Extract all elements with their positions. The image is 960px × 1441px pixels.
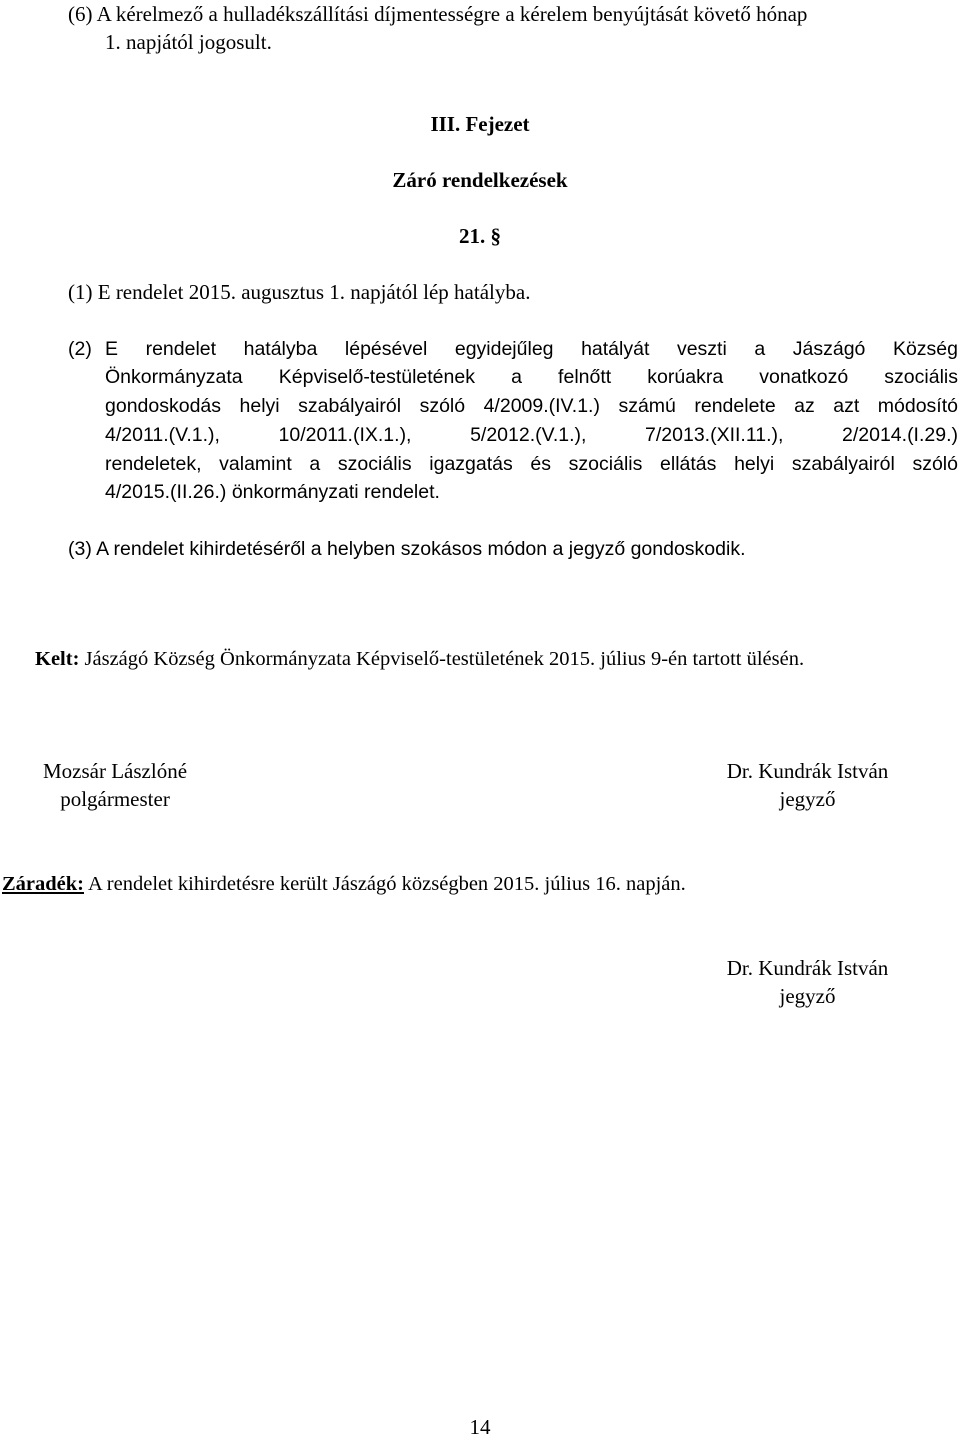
paragraph-1: (1) E rendelet 2015. augusztus 1. napjától lép hatályba. [68, 280, 531, 304]
paragraph-6-line2: 1. napjától jogosult. [105, 30, 272, 54]
zaradek-text: A rendelet kihirdetésre került Jászágó községben 2015. július 16. napján. [84, 873, 686, 895]
final-signature-name: Dr. Kundrák István [726, 956, 889, 980]
chapter-number: III. Fejezet [430, 112, 530, 136]
chapter-title: Záró rendelkezések [392, 168, 568, 192]
paragraph-2-line5: rendeletek, valamint a szociális igazgatás és szociális ellátás helyi szabályairól szóló [105, 453, 958, 475]
paragraph-2-line4: 4/2011.(V.1.), 10/2011.(IX.1.), 5/2012.(V.1.), 7/2013.(XII.11.), 2/2014.(I.29.) [105, 424, 958, 446]
signature-right-title: jegyző [779, 787, 836, 811]
paragraph-2-line3: gondoskodás helyi szabályairól szóló 4/2009.(IV.1.) számú rendelete az azt módosító [105, 395, 958, 417]
kelt-text: Jászágó Község Önkormányzata Képviselő-testületének 2015. július 9-én tartott ülésén. [79, 648, 805, 670]
paragraph-3: (3) A rendelet kihirdetéséről a helyben szokásos módon a jegyző gondoskodik. [68, 538, 746, 560]
signature-right-name: Dr. Kundrák István [726, 759, 889, 783]
page-number: 14 [469, 1415, 491, 1439]
paragraph-2-prefix: (2) [68, 338, 92, 360]
paragraph-6-line1: (6) A kérelmező a hulladékszállítási díjmentességre a kérelem benyújtását követő hónap [68, 2, 808, 26]
section-number: 21. § [459, 224, 501, 248]
kelt-line [35, 645, 804, 673]
signature-left-name: Mozsár Lászlóné [42, 759, 188, 783]
signature-left-title: polgármester [60, 787, 170, 811]
paragraph-2-line1: E rendelet hatályba lépésével egyidejűleg hatályát veszti a Jászágó Község [105, 338, 958, 360]
zaradek-line [2, 870, 686, 898]
final-signature-title: jegyző [779, 984, 836, 1008]
zaradek-label: Záradék: [2, 873, 84, 895]
kelt-label: Kelt: [35, 648, 80, 670]
paragraph-2-line2: Önkormányzata Képviselő-testületének a felnőtt korúakra vonatkozó szociális [105, 366, 958, 388]
paragraph-2-line6: 4/2015.(II.26.) önkormányzati rendelet. [105, 481, 440, 503]
